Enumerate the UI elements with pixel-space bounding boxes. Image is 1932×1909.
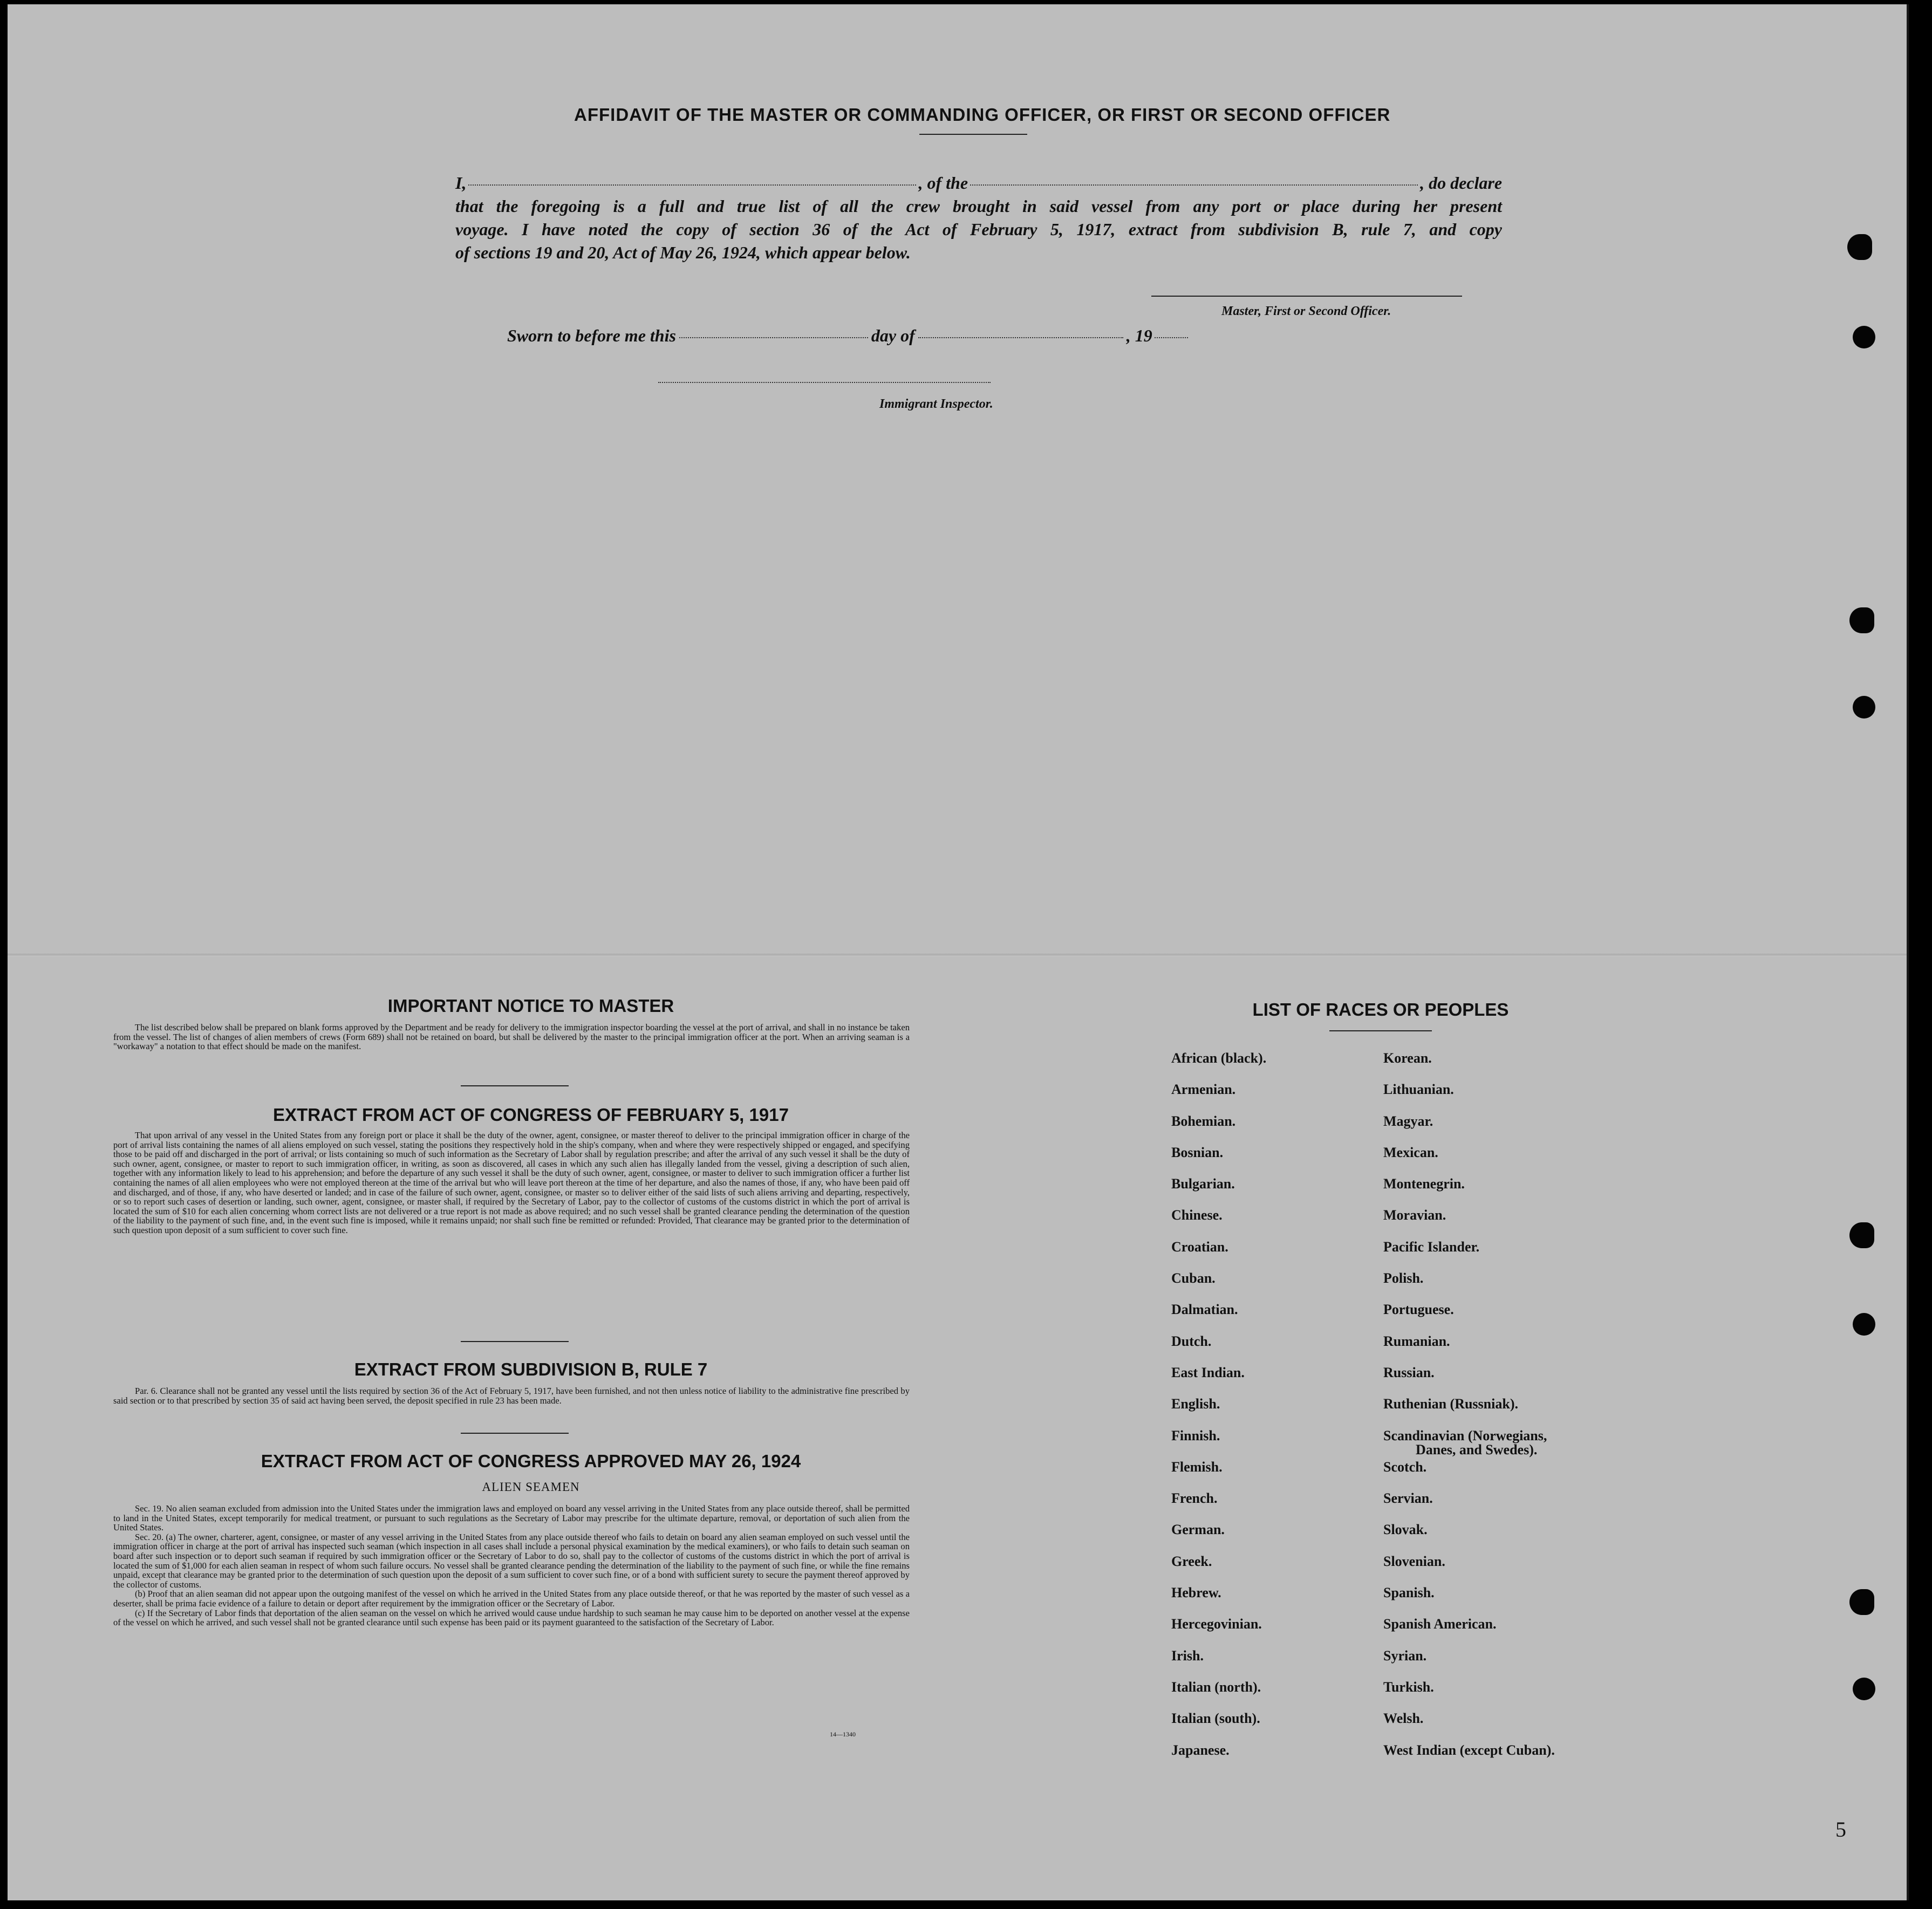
race-item: Hebrew.	[1171, 1585, 1221, 1601]
extract-1917-text	[113, 1131, 910, 1235]
race-item: Turkish.	[1383, 1679, 1434, 1695]
inspector-label: Immigrant Inspector.	[879, 397, 993, 411]
name-blank[interactable]	[468, 184, 916, 186]
race-item: Dutch.	[1171, 1333, 1212, 1349]
declaration-line	[455, 172, 1502, 195]
punch-hole	[1853, 1678, 1875, 1700]
race-item: Slovak.	[1383, 1522, 1428, 1538]
race-item: Spanish.	[1383, 1585, 1435, 1601]
declaration-prefix: I,	[455, 173, 467, 193]
races-column-1	[1171, 1051, 1266, 1774]
vessel-blank[interactable]	[970, 184, 1418, 186]
race-item: Portuguese.	[1383, 1302, 1454, 1318]
race-item: Bohemian.	[1171, 1113, 1236, 1129]
extract-1924-text	[113, 1504, 910, 1627]
race-item: Korean.	[1383, 1050, 1432, 1066]
notice-paragraph: The list described below shall be prepared on blank forms approved by the Department and be ready for delivery to the immigration inspector boarding the vessel at the port of arrival, and shall in no instance be taken from the vessel. The list of changes of alien members of crews (Form 689) shall not be retained on board, but shall be delivered by the master to the principal immigration officer at the port. When an arriving seaman is a "workaway" a notation to that effect should be made on the manifest.	[113, 1022, 910, 1052]
race-item: Bosnian.	[1171, 1144, 1224, 1160]
race-item: Lithuanian.	[1383, 1082, 1454, 1098]
race-item: English.	[1171, 1396, 1220, 1412]
race-item-label: Scandinavian (Norwegians,	[1383, 1427, 1547, 1443]
race-item: Syrian.	[1383, 1647, 1427, 1664]
title-underline	[919, 134, 1027, 135]
race-item-continuation: Danes, and Swedes).	[1416, 1441, 1538, 1458]
extract-1924-title: EXTRACT FROM ACT OF CONGRESS APPROVED MAY 26, 1924	[261, 1451, 801, 1471]
sworn-line	[507, 326, 1241, 346]
race-item: Slovenian.	[1383, 1553, 1445, 1569]
signature-line[interactable]	[1151, 296, 1462, 297]
sec19-paragraph: Sec. 19. No alien seaman excluded from admission into the United States under the immigration laws and employed on board any vessel arriving in the United States from any place outside thereof, shall be permitted to land in the United States, except temporarily for medical treatment, or pursuant to such regulations as the Secretary of Labor may prescribe for the ultimate departure, removal, or deportation of such alien from the United States.	[113, 1503, 910, 1533]
declaration-line-4: of sections 19 and 20, Act of May 26, 1924, which appear below.	[455, 243, 911, 262]
race-item: Croatian.	[1171, 1239, 1228, 1255]
race-item: Russian.	[1383, 1364, 1435, 1380]
sec36-paragraph: That upon arrival of any vessel in the United States from any foreign port or place it shall be the duty of the owner, agent, consignee, or master thereof to deliver to the principal immigration officer in charge of the port of arrival lists containing the names of all aliens employed on such vessel, stating the positions they respectively hold in the ship's company, when and where they were respectively shipped or engaged, and specifying those to be paid off and discharged in the port of arrival; or lists containing so much of such information as the Secretary of Labor shall by regulation prescribe; and after the arrival of any such vessel it shall be the duty of such owner, agent, consignee, or master to report to such immigration officer, in writing, as soon as discovered, all cases in which any such alien has illegally landed from the vessel, giving a description of such alien, together with any information likely to lead to his apprehension; and before the departure of any such vessel it shall be the duty of such owner, agent, consignee, or master to deliver to such immigration officer a further list containing the names of all alien employees who were not employed thereon at the time of the arrival but who will leave port thereon at the time of her departure, and also the names of those, if any, who have been paid off and discharged, and of those, if any, who have deserted or landed; and in case of the failure of such owner, agent, consignee, or master so to deliver either of the said lists of such aliens arriving and departing, respectively, or so to report such cases of desertion or landing, such owner, agent, consignee, or master shall, if required by the Secretary of Labor, pay to the collector of customs of the customs district in which the port of arrival is located the sum of $10 for each alien concerning whom correct lists are not delivered or a true report is not made as above required; and no such vessel shall be granted clearance pending the determination of the question of the liability to the payment of such fine, and, in the event such fine is imposed, while it remains unpaid; nor shall such fine be remitted or refunded: Provided, That clearance may be granted prior to the determination of such question upon deposit of a sum sufficient to cover such fine.	[113, 1130, 910, 1235]
page-fold	[8, 954, 1907, 957]
race-item: Flemish.	[1171, 1459, 1223, 1475]
race-item: Welsh.	[1383, 1710, 1424, 1727]
affidavit-body	[455, 172, 1502, 264]
rule7-paragraph: Par. 6. Clearance shall not be granted any vessel until the lists required by section 36 of the Act of February 5, 1917, have been furnished, and not then unless notice of liability to the administrative fine prescribed by said section or to that prescribed by section 35 of said act having been served, the deposit specified in rule 23 has been made.	[113, 1386, 910, 1406]
race-item: Bulgarian.	[1171, 1176, 1235, 1192]
races-title: LIST OF RACES OR PEOPLES	[1252, 1000, 1509, 1019]
sec20c-paragraph: (c) If the Secretary of Labor finds that deportation of the alien seaman on the vessel on which he arrived would cause undue hardship to such seaman he may cause him to be deported on another vessel at the expense of the vessel on which he arrived, and such vessel shall not be granted clearance until such expense has been paid or its payment guaranteed to the satisfaction of the Secretary of Labor.	[113, 1607, 910, 1628]
punch-hole	[1849, 1589, 1874, 1615]
race-item: Mexican.	[1383, 1144, 1438, 1160]
extract-1917-title: EXTRACT FROM ACT OF CONGRESS OF FEBRUARY 5, 1917	[273, 1105, 789, 1125]
sworn-day-blank[interactable]	[679, 337, 868, 338]
sworn-year-blank[interactable]	[1155, 337, 1188, 338]
race-item: Dalmatian.	[1171, 1302, 1238, 1318]
affidavit-title: AFFIDAVIT OF THE MASTER OR COMMANDING OFFICER, OR FIRST OR SECOND OFFICER	[574, 105, 1391, 125]
sec20a-paragraph: Sec. 20. (a) The owner, charterer, agent, consignee, or master of any vessel arriving in the United States from any place outside thereof who fails to detain on board any alien seaman employed on such vessel until the immigration officer in charge at the port of arrival has inspected such seaman (which inspection in all cases shall include a personal physical examination by the medical examiners), or who fails to detain such seaman on board after such inspection or to deport such seaman if required by such immigration officer or the Secretary of Labor to do so, shall pay to the collector of customs of the customs district in which the port of arrival is located the sum of $1,000 for each alien seaman in respect of whom such failure occurs. No vessel shall be granted clearance pending the determination of the liability to the payment of such fine, or while the fine remains unpaid, except that clearance may be granted prior to the determination of such question upon the deposit of a sum sufficient to cover such fine, or of a bond with sufficient surety to secure the payment thereof approved by the collector of customs.	[113, 1531, 910, 1590]
punch-hole	[1847, 234, 1872, 260]
sworn-prefix: Sworn to before me this	[507, 326, 676, 345]
race-item: Rumanian.	[1383, 1333, 1450, 1349]
race-item: Chinese.	[1171, 1207, 1223, 1223]
punch-hole	[1853, 1313, 1875, 1336]
race-item: Scotch.	[1383, 1459, 1427, 1475]
notice-text	[113, 1023, 910, 1051]
race-item: Spanish American.	[1383, 1616, 1497, 1632]
races-title-underline	[1329, 1030, 1432, 1031]
inspector-signature-line[interactable]	[658, 382, 991, 384]
handwritten-mark: 5	[1835, 1817, 1846, 1842]
rule7-title: EXTRACT FROM SUBDIVISION B, RULE 7	[354, 1359, 708, 1379]
declaration-line-2: that the foregoing is a full and true list of all the crew brought in said vessel from any port or place during her present	[455, 196, 1502, 216]
declaration-suffix: , do declare	[1420, 173, 1503, 193]
signature-label: Master, First or Second Officer.	[1221, 304, 1391, 318]
punch-hole	[1853, 326, 1875, 348]
sworn-day-label: day of	[871, 326, 915, 345]
race-item: Greek.	[1171, 1553, 1212, 1569]
rule7-text	[113, 1386, 910, 1405]
race-item: Magyar.	[1383, 1113, 1433, 1129]
race-item: Polish.	[1383, 1270, 1424, 1287]
form-number: 14—1340	[830, 1730, 856, 1738]
race-item: East Indian.	[1171, 1364, 1245, 1380]
sworn-year-label: , 19	[1126, 326, 1152, 345]
sworn-month-blank[interactable]	[918, 337, 1123, 338]
race-item: African (black).	[1171, 1050, 1267, 1066]
section-divider	[461, 1085, 569, 1086]
race-item: Montenegrin.	[1383, 1176, 1465, 1192]
declaration-line-3: voyage. I have noted the copy of section 36 of the Act of February 5, 1917, extract from subdivision B, rule 7, and copy	[455, 220, 1502, 239]
race-item: Moravian.	[1383, 1207, 1446, 1223]
race-item: Finnish.	[1171, 1427, 1220, 1443]
sec20b-paragraph: (b) Proof that an alien seaman did not appear upon the outgoing manifest of the vessel on which he arrived in the United States from any place outside thereof, or that he was reported by the master of such vessel as a deserter, shall be prima facie evidence of a failure to detain or deport after requirement by the immigration officer or the Secretary of Labor.	[113, 1589, 910, 1609]
punch-hole	[1849, 607, 1874, 633]
race-item: Servian.	[1383, 1490, 1433, 1507]
section-divider	[461, 1433, 569, 1434]
section-divider	[461, 1341, 569, 1342]
declaration-mid: , of the	[918, 173, 968, 193]
race-item: Japanese.	[1171, 1742, 1230, 1758]
race-item: German.	[1171, 1522, 1225, 1538]
race-item: Cuban.	[1171, 1270, 1216, 1287]
notice-title: IMPORTANT NOTICE TO MASTER	[387, 996, 674, 1016]
race-item: West Indian (except Cuban).	[1383, 1742, 1555, 1758]
race-item: Hercegovinian.	[1171, 1616, 1262, 1632]
document-sheet	[8, 4, 1909, 1900]
punch-hole	[1849, 1222, 1874, 1248]
race-item: French.	[1171, 1490, 1218, 1507]
race-item: Armenian.	[1171, 1082, 1236, 1098]
race-item: Ruthenian (Russniak).	[1383, 1396, 1518, 1412]
race-item: Italian (south).	[1171, 1710, 1260, 1727]
races-column-2	[1383, 1051, 1555, 1774]
race-item: Italian (north).	[1171, 1679, 1261, 1695]
race-item: Irish.	[1171, 1647, 1204, 1664]
race-item	[1383, 1428, 1555, 1460]
race-item: Pacific Islander.	[1383, 1239, 1480, 1255]
punch-hole	[1853, 696, 1875, 719]
extract-1924-subtitle: ALIEN SEAMEN	[482, 1480, 580, 1494]
